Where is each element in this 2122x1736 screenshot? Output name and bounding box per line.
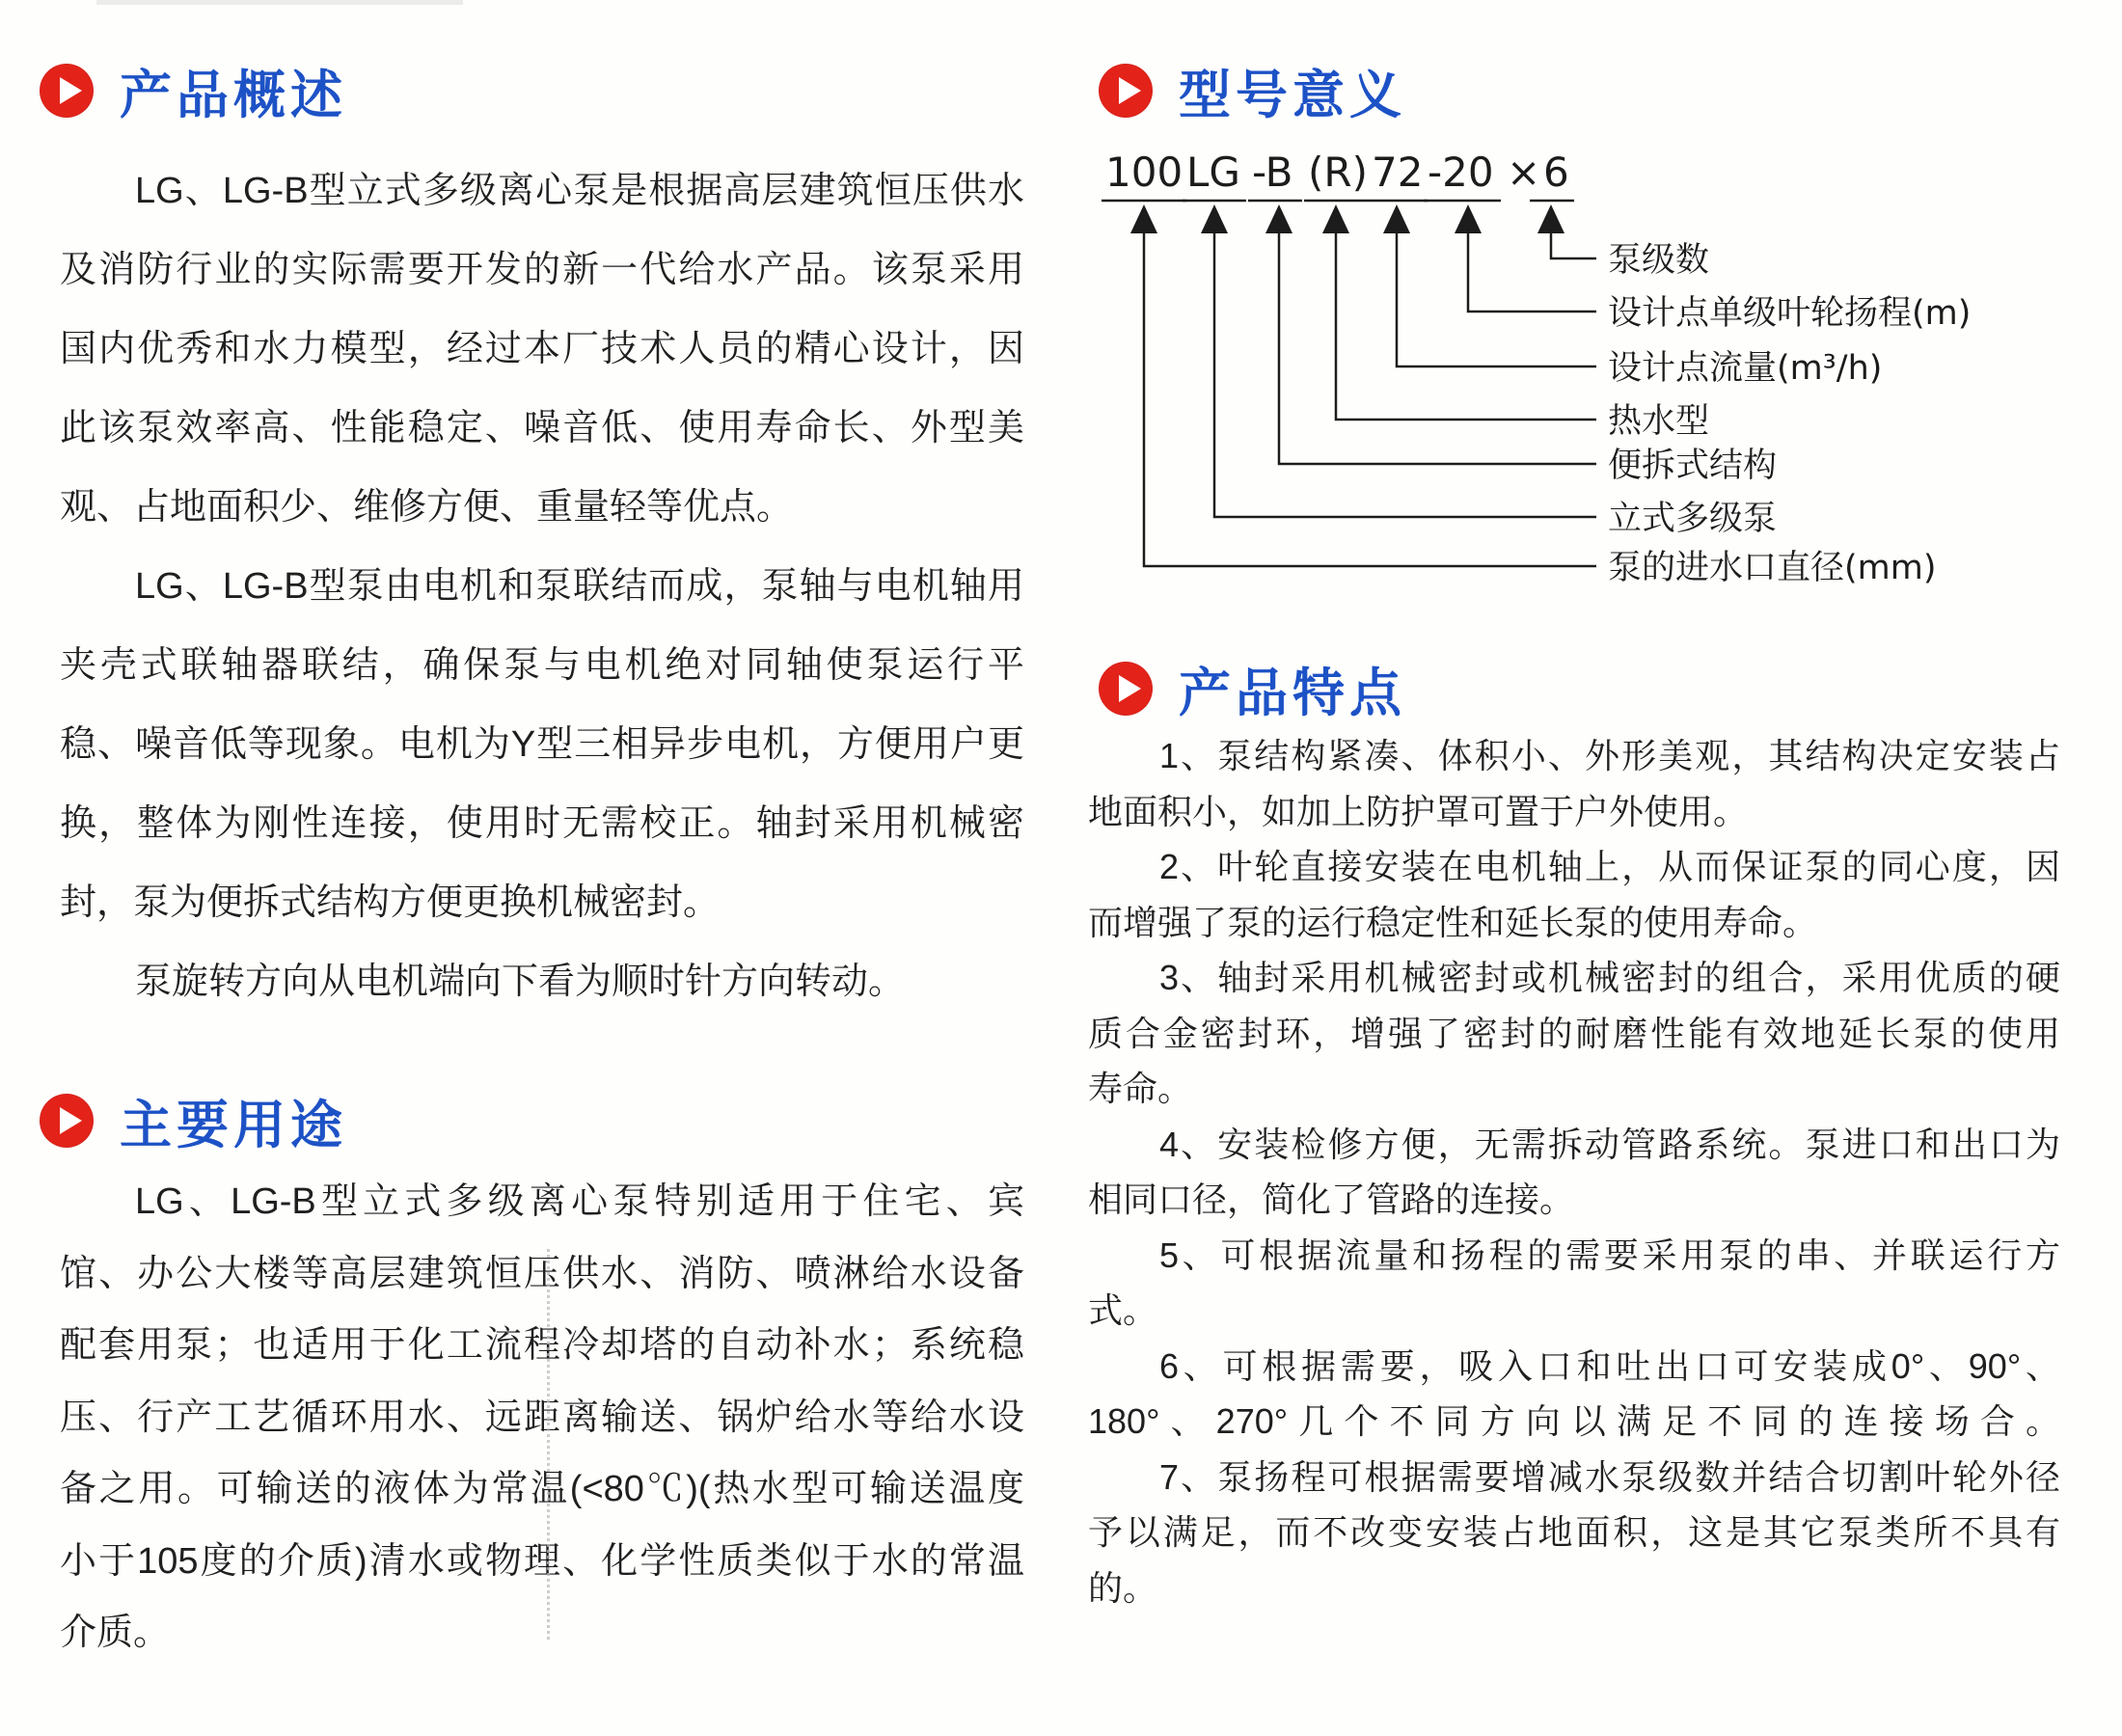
feature-line: 5、可根据流量和扬程的需要采用泵的串、并联运行方 (1159, 1234, 2060, 1275)
feature-line: 质合金密封环，增强了密封的耐磨性能有效地延长泵的使用 (1088, 1013, 2060, 1053)
feature-line: 6、可根据需要，吸入口和吐出口可安装成0°、90°、 (1159, 1345, 2060, 1386)
section-header-usage (41, 1086, 347, 1155)
feature-line: 3、轴封采用机械密封或机械密封的组合，采用优质的硬 (1159, 958, 2060, 997)
usage-line: 配套用泵；也适用于化工流程冷却塔的自动补水；系统稳 (60, 1325, 1024, 1366)
arrow-up-icons (1130, 204, 1564, 233)
scan-artifact-top (96, 0, 463, 5)
section-title: 产品特点 (1179, 664, 1406, 722)
overview-body (60, 151, 1024, 1021)
feature-line: 7、泵扬程可根据需要增减水泵级数并结合切割叶轮外径 (1159, 1456, 2060, 1497)
features-body (1088, 728, 2060, 1615)
section-header-overview (41, 56, 347, 125)
code-label: 设计点单级叶轮扬程(m) (1608, 294, 1972, 333)
feature-line: 180°、270°几个不同方向以满足不同的连接场合。 (1088, 1401, 2060, 1441)
model-code (1105, 149, 1569, 196)
feature-line: 而增强了泵的运行稳定性和延长泵的使用寿命。 (1088, 902, 1818, 942)
overview-line: 封，泵为便拆式结构方便更换机械密封。 (60, 882, 721, 923)
play-icon (41, 65, 93, 117)
usage-line: 小于105度的介质)清水或物理、化学性质类似于水的常温 (60, 1540, 1024, 1582)
model-code-labels (1608, 241, 1971, 587)
model-code-segment: LG (1186, 149, 1240, 196)
overview-line: 国内优秀和水力模型，经过本厂技术人员的精心设计，因 (60, 329, 1024, 369)
section-title: 主要用途 (120, 1096, 347, 1154)
scan-artifact-line (547, 1249, 550, 1640)
section-header-features (1100, 654, 1406, 723)
model-code-segment: -20 (1428, 149, 1494, 196)
feature-line: 1、泵结构紧凑、体积小、外形美观，其结构决定安装占 (1159, 736, 2060, 775)
code-label: 热水型 (1608, 402, 1710, 441)
usage-line: 介质。 (60, 1613, 171, 1653)
leader-lines (1144, 230, 1596, 566)
feature-line: 2、叶轮直接安装在电机轴上，从而保证泵的同心度，因 (1159, 847, 2060, 886)
model-code-segment: (R) (1308, 149, 1368, 196)
overview-line: 及消防行业的实际需要开发的新一代给水产品。该泵采用 (60, 250, 1024, 290)
code-label: 设计点流量(m³/h) (1608, 349, 1883, 388)
usage-line: 馆、办公大楼等高层建筑恒压供水、消防、喷淋给水设备 (60, 1253, 1024, 1294)
model-code-segment: 100 (1105, 149, 1183, 196)
model-code-segment: 72 (1372, 149, 1424, 196)
model-code-segment: -B (1252, 149, 1293, 196)
overview-line: 此该泵效率高、性能稳定、噪音低、使用寿命长、外型美 (60, 408, 1024, 448)
feature-line: 寿命。 (1088, 1069, 1193, 1108)
overview-line: 夹壳式联轴器联结，确保泵与电机绝对同轴使泵运行平 (60, 645, 1024, 686)
model-code-diagram (1090, 133, 2093, 606)
overview-line: LG、LG-B型立式多级离心泵是根据高层建筑恒压供水 (135, 171, 1024, 211)
feature-line: 予以满足，而不改变安装占地面积，这是其它泵类所不具有 (1088, 1512, 2060, 1552)
model-code-segment: × (1507, 149, 1541, 196)
overview-line: 稳、噪音低等现象。电机为Y型三相异步电机，方便用户更 (60, 724, 1024, 765)
overview-line: 换，整体为刚性连接，使用时无需校正。轴封采用机械密 (60, 803, 1024, 844)
overview-line: 观、占地面积少、维修方便、重量轻等优点。 (60, 487, 794, 528)
feature-line: 相同口径，简化了管路的连接。 (1088, 1180, 1575, 1219)
play-icon (1100, 65, 1152, 117)
play-icon (41, 1095, 93, 1147)
code-label: 泵级数 (1608, 241, 1710, 280)
model-code-segment: 6 (1543, 149, 1569, 196)
section-header-model (1100, 56, 1406, 125)
code-label: 便拆式结构 (1608, 447, 1778, 485)
feature-line: 地面积小，如加上防护罩可置于户外使用。 (1088, 791, 1749, 831)
usage-body (60, 1166, 1024, 1669)
play-icon (1100, 663, 1152, 715)
usage-line: 备之用。可输送的液体为常温(<80℃)(热水型可输送温度 (60, 1469, 1024, 1509)
section-title: 型号意义 (1179, 66, 1406, 124)
code-label: 立式多级泵 (1608, 500, 1778, 538)
code-label: 泵的进水口直径(mm) (1608, 549, 1937, 587)
usage-line: 压、行产工艺循环用水、远距离输送、锅炉给水等给水设 (60, 1397, 1024, 1438)
section-title: 产品概述 (120, 66, 347, 124)
feature-line: 的。 (1088, 1567, 1158, 1608)
overview-line: LG、LG-B型泵由电机和泵联结而成，泵轴与电机轴用 (135, 566, 1024, 607)
feature-line: 4、安装检修方便，无需拆动管路系统。泵进口和出口为 (1159, 1124, 2060, 1164)
feature-line: 式。 (1088, 1290, 1158, 1330)
usage-line: LG、LG-B型立式多级离心泵特别适用于住宅、宾 (135, 1181, 1024, 1222)
overview-line: 泵旋转方向从电机端向下看为顺时针方向转动。 (135, 962, 906, 1002)
